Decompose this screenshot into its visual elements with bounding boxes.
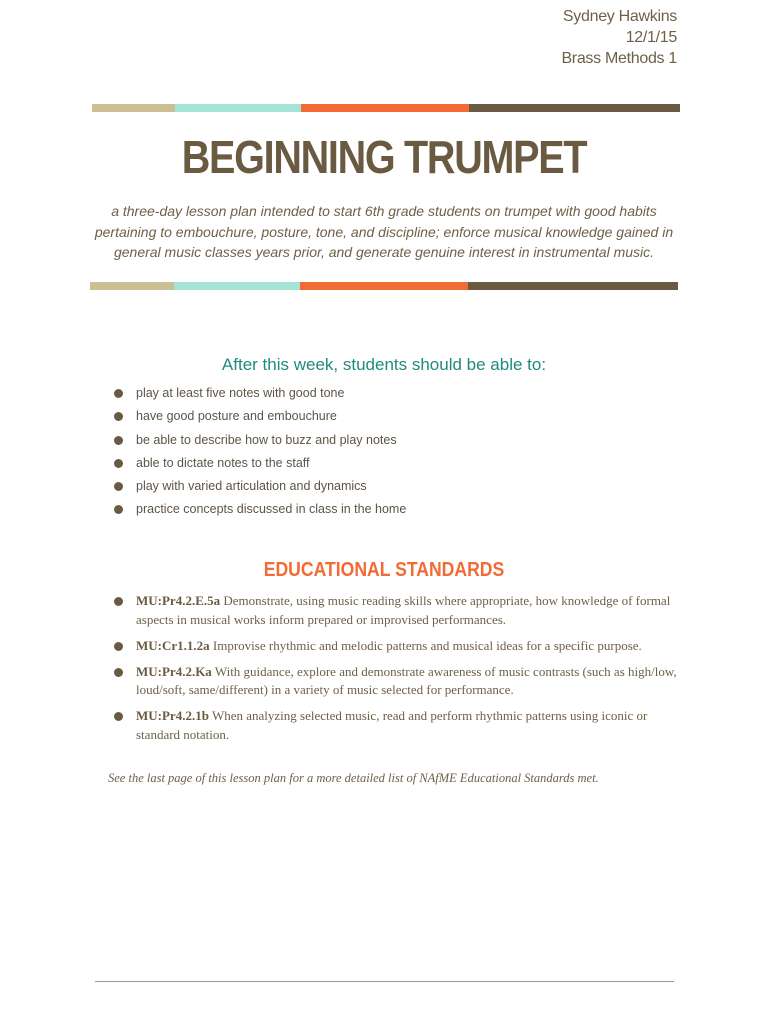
standard-text: When analyzing selected music, read and perform rhythmic patterns using iconic or standard notation. bbox=[136, 708, 648, 742]
stripe-segment-aqua bbox=[174, 282, 300, 290]
standard-item bbox=[112, 592, 682, 629]
bottom-color-stripe bbox=[90, 282, 678, 290]
footer-divider bbox=[95, 981, 674, 982]
list-item: play at least five notes with good tone bbox=[112, 383, 406, 406]
stripe-segment-orange bbox=[300, 282, 468, 290]
stripe-segment-tan bbox=[92, 104, 175, 112]
stripe-segment-tan bbox=[90, 282, 174, 290]
goals-list bbox=[112, 383, 406, 523]
list-item: have good posture and embouchure bbox=[112, 406, 406, 429]
standard-item bbox=[112, 663, 682, 700]
standard-code: MU:Cr1.1.2a bbox=[136, 637, 210, 653]
goals-heading: After this week, students should be able to: bbox=[221, 355, 547, 374]
stripe-segment-brown bbox=[469, 104, 680, 112]
stripe-segment-aqua bbox=[175, 104, 301, 112]
standard-code: MU:Pr4.2.1b bbox=[136, 708, 209, 723]
page-title: BEGINNING TRUMPET bbox=[181, 131, 587, 183]
top-color-stripe bbox=[92, 104, 680, 112]
list-item: able to dictate notes to the staff bbox=[112, 453, 406, 476]
standards-list bbox=[112, 592, 682, 752]
standard-text: Improvise rhythmic and melodic patterns and musical ideas for a specific purpose. bbox=[209, 637, 642, 653]
list-item: be able to describe how to buzz and play notes bbox=[112, 430, 406, 453]
standards-heading: EDUCATIONAL STANDARDS bbox=[263, 559, 505, 581]
stripe-segment-brown bbox=[468, 282, 678, 290]
standard-item bbox=[112, 707, 682, 744]
standard-code: MU:Pr4.2.Ka bbox=[136, 663, 212, 679]
standard-code: MU:Pr4.2.E.5a bbox=[136, 593, 221, 608]
author-name: Sydney Hawkins bbox=[562, 8, 677, 25]
standards-note: See the last page of this lesson plan for a more detailed list of NAfME Educational Standards met. bbox=[108, 771, 599, 785]
standard-text: With guidance, explore and demonstrate awareness of music contrasts (such as high/low, loud/soft, same/different) in a variety of music selected for performance. bbox=[136, 663, 677, 697]
stripe-segment-orange bbox=[301, 104, 469, 112]
standard-item bbox=[112, 637, 682, 656]
document-date: 12/1/15 bbox=[625, 29, 677, 46]
course-name: Brass Methods 1 bbox=[561, 50, 677, 67]
standard-text: Demonstrate, using music reading skills where appropriate, how knowledge of formal aspects in musical works inform prepared or improvised performances. bbox=[136, 593, 671, 627]
list-item: play with varied articulation and dynamics bbox=[112, 476, 406, 499]
list-item: practice concepts discussed in class in the home bbox=[112, 499, 406, 522]
lesson-description: a three-day lesson plan intended to start 6th grade students on trumpet with good habits pertaining to embouchure, posture, tone, and discipline; enforce musical knowledge gained in general music classes years prior, and generate genuine interest in instrumental music. bbox=[94, 203, 674, 260]
header-info bbox=[561, 6, 677, 69]
